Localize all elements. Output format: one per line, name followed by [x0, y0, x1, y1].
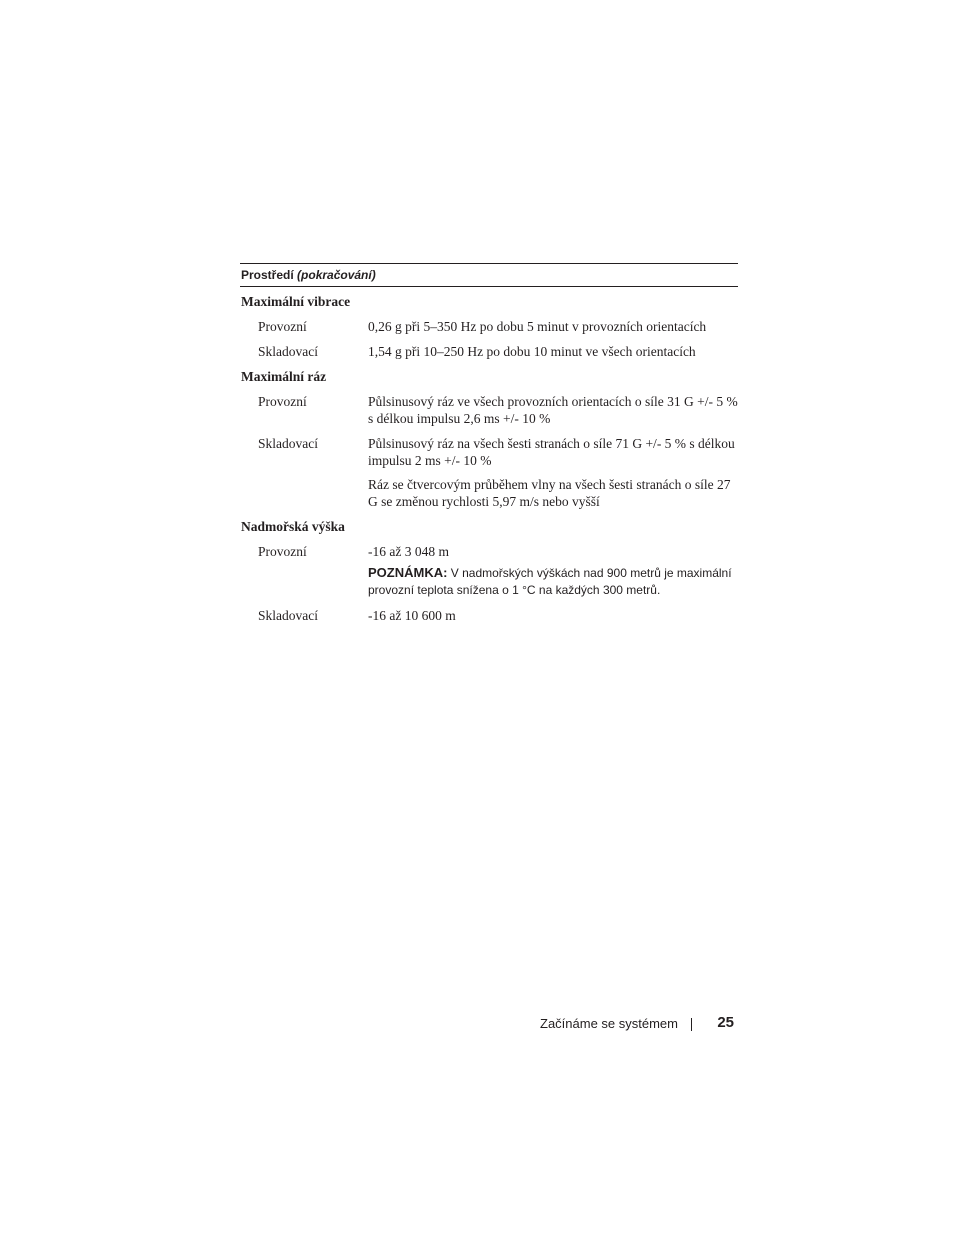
section-title-shock: Maximální ráz — [241, 369, 327, 384]
page-footer — [540, 1014, 736, 1034]
value-text: 1,54 g při 10–250 Hz po dobu 10 minut ve všech orientacích — [368, 344, 696, 359]
table-header-continued: (pokračování) — [297, 268, 376, 282]
row-label: Provozní — [258, 319, 307, 334]
table-row — [240, 343, 738, 360]
value-text: -16 až 10 600 m — [368, 608, 456, 623]
row-label: Skladovací — [258, 608, 318, 623]
note — [368, 564, 738, 599]
row-value — [368, 393, 738, 427]
row-label: Skladovací — [258, 344, 318, 359]
section-title-vibration: Maximální vibrace — [241, 294, 351, 309]
section-title-altitude: Nadmořská výška — [241, 519, 345, 534]
note-text: V nadmořských výškách nad 900 metrů je maximální provozní teplota snížena o 1 °C na každých 300 metrů. — [368, 566, 732, 597]
footer-title: Začínáme se systémem — [540, 1016, 678, 1031]
row-value — [368, 543, 738, 599]
row-label: Provozní — [258, 544, 307, 559]
value-text: Ráz se čtvercovým průběhem vlny na všech šesti stranách o síle 27 G se změnou rychlosti 5,97 m/s nebo vyšší — [368, 477, 731, 509]
table-row — [240, 393, 738, 427]
value-text: -16 až 3 048 m — [368, 544, 449, 559]
table-row — [240, 318, 738, 335]
note-label: POZNÁMKA: — [368, 565, 448, 580]
value-text: Půlsinusový ráz na všech šesti stranách o síle 71 G +/- 5 % s délkou impulsu 2 ms +/- 10 % — [368, 436, 735, 468]
table-row — [240, 607, 738, 624]
footer-separator — [691, 1018, 692, 1031]
table-row — [240, 543, 738, 599]
row-label: Provozní — [258, 394, 307, 409]
row-value — [368, 343, 738, 360]
table-row — [240, 435, 738, 510]
table-header-title: Prostředí — [241, 268, 294, 282]
row-value — [368, 607, 738, 624]
value-text: 0,26 g při 5–350 Hz po dobu 5 minut v provozních orientacích — [368, 319, 707, 334]
value-text: Půlsinusový ráz ve všech provozních orientacích o síle 31 G +/- 5 % s délkou impulsu 2,6 ms +/- 10 % — [368, 394, 738, 426]
row-value — [368, 318, 738, 335]
row-value — [368, 435, 738, 510]
page-number: 25 — [717, 1014, 734, 1031]
row-label: Skladovací — [258, 436, 318, 451]
spec-table — [240, 263, 738, 624]
table-header — [240, 263, 738, 287]
